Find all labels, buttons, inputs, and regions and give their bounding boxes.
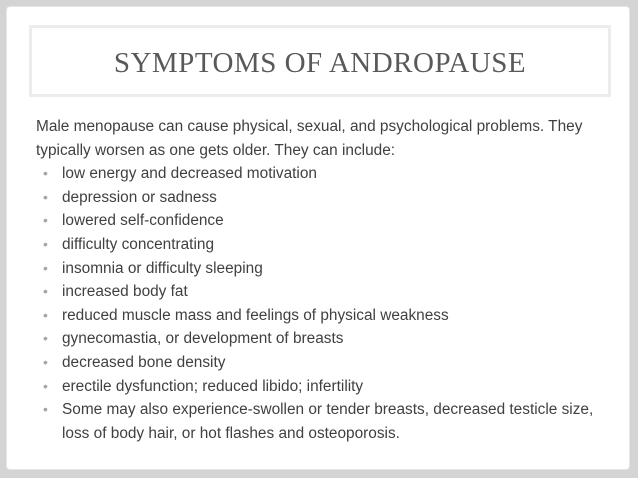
list-item [36, 375, 596, 399]
bullet-icon: • [43, 259, 48, 276]
bullet-icon: • [43, 165, 48, 182]
list-item-text: depression or sadness [62, 188, 217, 206]
list-item [36, 162, 596, 186]
slide-title: SYMPTOMS OF ANDROPAUSE [113, 46, 527, 79]
list-item-text: lowered self-confidence [62, 212, 224, 230]
bullet-icon: • [43, 353, 48, 370]
list-item-text: Some may also experience-swollen or tender breasts, decreased testicle size, loss of body hair, or hot flashes and osteoporosis. [62, 401, 594, 442]
bullet-icon: • [43, 377, 48, 394]
list-item [36, 351, 596, 375]
list-item [36, 280, 596, 304]
list-item [36, 209, 596, 233]
bullet-icon: • [43, 235, 48, 252]
list-item [36, 398, 596, 445]
list-item-text: increased body fat [62, 283, 188, 301]
list-item-text: insomnia or difficulty sleeping [62, 259, 263, 277]
bullet-icon: • [43, 330, 48, 347]
bullet-icon: • [43, 401, 48, 418]
list-item [36, 186, 596, 210]
slide-body [36, 115, 596, 445]
list-item [36, 257, 596, 281]
title-frame [29, 25, 611, 97]
list-item-text: difficulty concentrating [62, 235, 214, 253]
bullet-icon: • [43, 212, 48, 229]
bullet-icon: • [43, 188, 48, 205]
list-item [36, 327, 596, 351]
list-item-text: decreased bone density [62, 353, 226, 371]
list-item [36, 304, 596, 328]
list-item-text: erectile dysfunction; reduced libido; infertility [62, 377, 364, 395]
bullet-list [36, 162, 596, 445]
list-item-text: reduced muscle mass and feelings of physical weakness [62, 306, 449, 324]
list-item [36, 233, 596, 257]
list-item-text: low energy and decreased motivation [62, 165, 317, 183]
intro-paragraph: Male menopause can cause physical, sexual, and psychological problems. They typically worsen as one gets older. They can include: [36, 118, 583, 159]
slide [7, 7, 629, 469]
list-item-text: gynecomastia, or development of breasts [62, 330, 344, 348]
bullet-icon: • [43, 306, 48, 323]
bullet-icon: • [43, 283, 48, 300]
